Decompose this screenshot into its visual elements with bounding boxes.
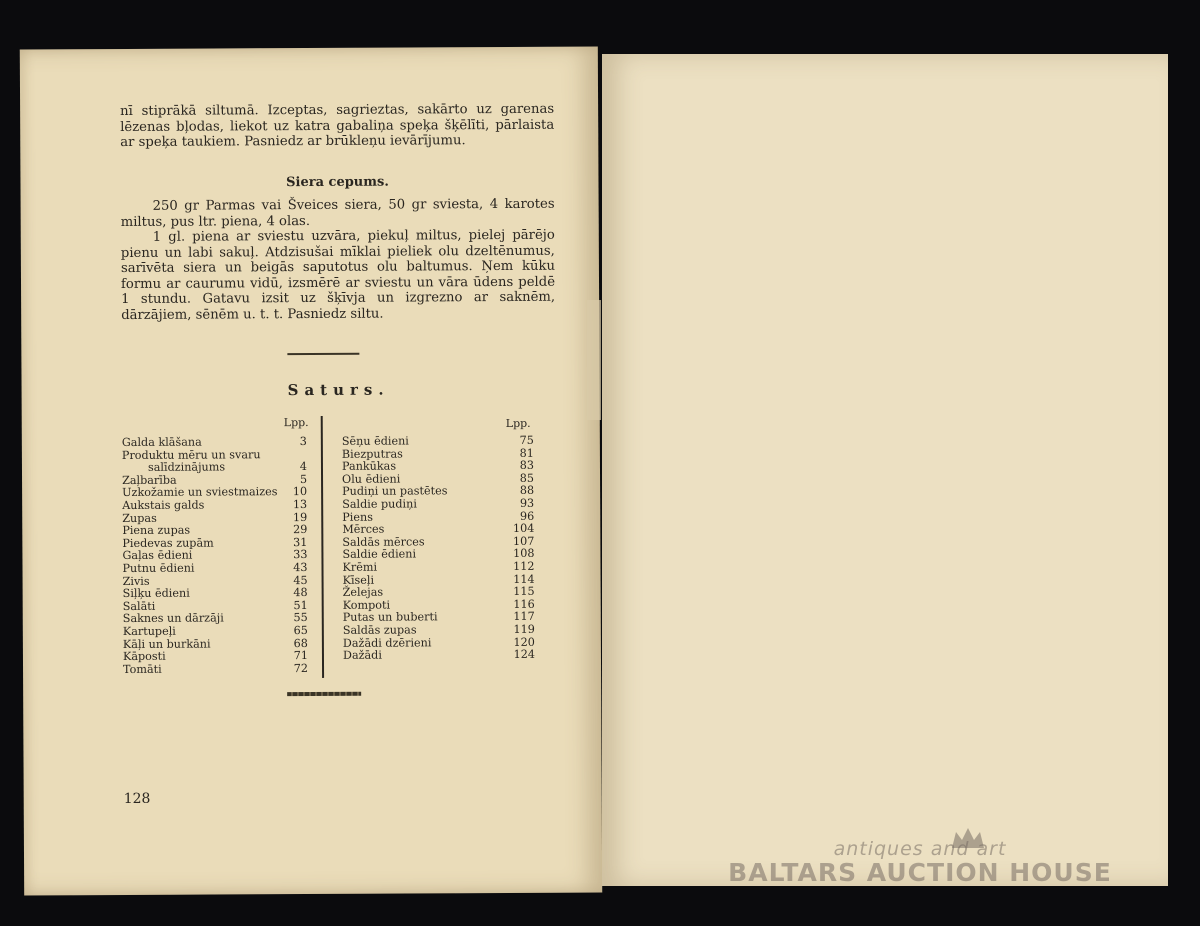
toc-entry — [122, 524, 307, 538]
toc-entry-title: Zupas — [122, 511, 157, 525]
toc-entry — [342, 435, 534, 449]
toc-entry-page: 33 — [293, 548, 308, 562]
toc-entry — [342, 460, 534, 474]
toc-entry-page: 117 — [513, 610, 535, 624]
toc-title: Saturs. — [287, 380, 390, 400]
toc-entry-title: Piena zupas — [122, 523, 191, 538]
toc-entry-page: 10 — [292, 485, 308, 499]
watermark-name: BALTARS AUCTION HOUSE — [728, 858, 1112, 887]
toc-entry-page: 71 — [293, 649, 309, 663]
toc-entry-page: 116 — [513, 597, 535, 611]
right-page-blank — [602, 54, 1168, 886]
toc-entry-title: Produktu mēru un svaru — [121, 447, 261, 462]
toc-entry-title: Gaļas ēdieni — [122, 548, 193, 563]
toc-entry-title: Olu ēdieni — [342, 472, 401, 486]
left-page — [20, 46, 602, 895]
toc-entry-title: Aukstais galds — [122, 498, 205, 512]
toc-entry-page: 5 — [299, 472, 308, 486]
toc-entry-title: Putnu ēdieni — [122, 561, 195, 575]
toc-entry-page: 114 — [513, 572, 535, 586]
toc-entry-title: Saldās zupas — [342, 623, 417, 637]
end-ornament — [287, 692, 361, 696]
toc-entry-title: Dažādi dzērieni — [342, 635, 432, 650]
toc-entry-page: 68 — [293, 636, 308, 650]
toc-entry-title: Uzkožamie un sviestmaizes — [122, 485, 278, 500]
spine-edge — [587, 300, 601, 420]
recipe-title: Siera cepums. — [286, 174, 389, 191]
toc-entry-title: Piedevas zupām — [122, 536, 214, 550]
toc-entry-title: salīdzinājums — [147, 460, 226, 475]
toc-entry-page: 13 — [292, 497, 308, 512]
toc-entry-page: 107 — [512, 534, 535, 548]
watermark — [720, 838, 1120, 887]
toc-right-column — [342, 435, 535, 663]
toc-entry — [123, 663, 308, 677]
toc-entry-page: 83 — [519, 459, 535, 473]
toc-entry-title: Dažādi — [342, 648, 382, 662]
toc-entry — [343, 624, 535, 638]
toc-entry-title: Pankūkas — [341, 459, 397, 474]
toc-entry-page: 124 — [513, 647, 535, 662]
toc-left-page-header: Lpp. — [283, 416, 309, 430]
toc-entry-title: Mērces — [342, 522, 385, 536]
toc-entry-title: Biezputras — [341, 447, 403, 461]
toc-entry-page: 3 — [299, 435, 307, 449]
toc-entry-page: 115 — [513, 584, 535, 599]
toc-entry-title: Želejas — [342, 585, 384, 599]
toc-entry — [342, 498, 534, 512]
toc-entry — [342, 523, 534, 537]
toc-entry — [343, 586, 535, 600]
toc-entry-title: Galda klāšana — [121, 435, 202, 449]
page-number: 128 — [123, 790, 151, 807]
toc-entry-page: 72 — [293, 661, 309, 675]
toc-entry-title: Tomāti — [123, 662, 162, 676]
toc-entry-title: Kāļi un burkāni — [122, 637, 211, 651]
section-divider — [287, 353, 359, 355]
toc-entry — [123, 587, 308, 601]
toc-entry-page: 119 — [513, 622, 535, 636]
toc-entry — [342, 561, 534, 575]
toc-entry-title: Pudiņi un pastētes — [342, 484, 448, 499]
toc-entry-page: 31 — [293, 535, 308, 549]
toc-entry-page: 19 — [292, 510, 308, 524]
toc-entry-page: 108 — [513, 547, 535, 561]
toc-entry-page: 96 — [519, 509, 535, 523]
toc-left-column — [122, 436, 308, 676]
toc-entry-page: 112 — [513, 559, 535, 573]
toc-entry-page: 43 — [293, 560, 308, 575]
toc-entry-page: 85 — [519, 471, 535, 485]
toc-entry-title: Sēņu ēdieni — [341, 434, 409, 448]
toc-entry-title: Krēmi — [342, 560, 378, 574]
toc-entry-page: 104 — [512, 521, 535, 536]
toc-entry — [343, 649, 535, 663]
toc-entry-page: 48 — [293, 586, 308, 600]
toc-entry-title: Zaļbarība — [122, 473, 177, 487]
toc-entry — [122, 562, 307, 576]
toc-entry-title: Zivis — [122, 574, 150, 588]
toc-entry-page: 45 — [293, 573, 308, 587]
toc-entry-page: 75 — [519, 433, 534, 447]
toc-entry-title: Salāti — [122, 599, 156, 613]
toc-entry-page: 51 — [293, 598, 308, 612]
toc-entry-title: Saldie pudiņi — [342, 497, 417, 511]
toc-entry-title: Saldie ēdieni — [342, 547, 417, 562]
toc-entry-page: 65 — [293, 623, 308, 637]
toc-entry-page: 120 — [513, 635, 535, 649]
toc-entry-page: 88 — [519, 484, 535, 498]
toc-entry-title: Putas un buberti — [342, 610, 438, 625]
toc-entry — [123, 625, 308, 639]
toc-entry-page: 55 — [293, 611, 308, 625]
toc-entry-title: Kāposti — [122, 649, 166, 664]
toc-entry-page: 4 — [299, 460, 308, 474]
toc-entry-title: Saldās mērces — [342, 535, 425, 549]
toc-entry — [123, 650, 308, 664]
paragraph-continued: nī stiprākā siltumā. Izceptas, sagrieztas, sakārto uz garenas lēzenas bļodas, liekot uz katra gabaliņa speķa šķēlīti, pārlaista ar speķa taukiem. Pasniedz ar brūkleņu ievārījumu. — [120, 101, 555, 151]
toc-entry-page: 29 — [293, 523, 308, 537]
toc-entry-title: Kīseļi — [342, 573, 375, 587]
recipe-instructions: 1 gl. piena ar sviestu uzvāra, piekuļ miltus, pielej pārējo pienu un labi sakuļ. Atdzisušai mīklai pieliek olu dzeltēnumus, sarīvēta siera un beigās saputotus olu baltumus. Ņem kūku formu ar caurumu vidū, izsmērē ar sviestu un vāra ūdens peldē 1 stundu. Gatavu izsit uz šķīvja un izgrezno ar saknēm, dārzājiem, sēnēm u. t. t. Pasniedz siltu. — [120, 227, 556, 323]
recipe-ingredients: 250 gr Parmas vai Šveices siera, 50 gr sviesta, 4 karotes miltus, pus ltr. piena, 4 olas. — [120, 196, 555, 230]
toc-entry-page: 81 — [519, 446, 534, 460]
toc-right-page-header: Lpp. — [505, 416, 531, 430]
toc-entry-title: Piens — [342, 510, 373, 524]
watermark-tagline: antiques and art — [833, 838, 1007, 860]
toc-entry — [122, 461, 307, 475]
toc-entry-title: Kartupeļi — [122, 624, 176, 638]
toc-entry — [122, 499, 307, 513]
toc-entry-title: Saknes un dārzāji — [122, 611, 224, 626]
toc-column-divider — [321, 416, 324, 678]
toc-entry-page: 93 — [519, 496, 535, 510]
toc-entry-title: Kompoti — [342, 598, 391, 612]
toc-entry-title: Siļķu ēdieni — [122, 586, 190, 601]
